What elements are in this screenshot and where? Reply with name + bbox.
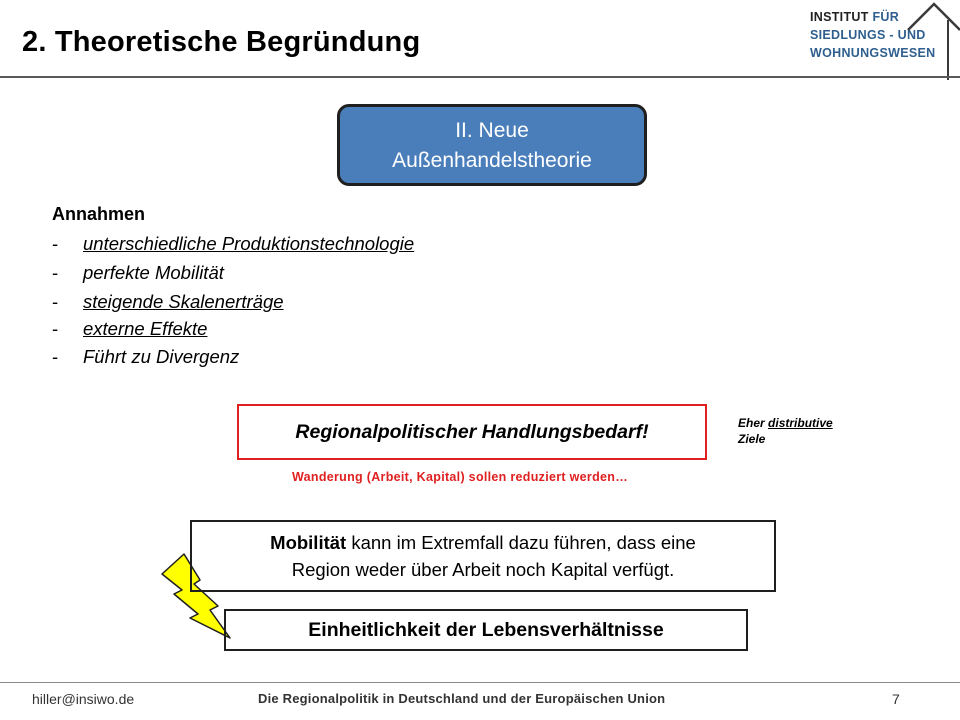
assumption-item [52,318,207,340]
assumptions-heading: Annahmen [52,204,146,224]
title-divider [0,76,960,78]
slide-title: 2. Theoretische Begründung [22,26,421,58]
house-logo-icon [904,0,960,80]
migration-note: Wanderung (Arbeit, Kapital) sollen reduziert werden… [292,470,629,484]
assumption-dash: - [52,318,59,339]
logo-line3: WOHNUNGSWESEN [810,46,936,60]
note-prefix: Eher [738,416,765,430]
note-suffix: Ziele [738,432,766,446]
logo-line1: INSTITUT [810,10,869,24]
mobility-box [190,520,776,592]
theory-line2: Außenhandelstheorie [392,149,592,172]
assumption-dash: - [52,262,59,283]
note-underlined: distributive [768,416,833,430]
footer-email: hiller@insiwo.de [32,691,135,707]
logo-line2: SIEDLUNGS - UND [810,28,926,42]
assumption-text: externe Effekte [83,318,208,339]
assumption-dash: - [52,291,59,312]
mobility-line1: kann im Extremfall dazu führen, dass eine [346,532,696,553]
page-number: 7 [892,691,900,707]
mobility-bold: Mobilität [270,532,347,553]
theory-box [337,104,647,186]
assumption-dash: - [52,233,59,254]
action-need-box: Regionalpolitischer Handlungsbedarf! [237,404,707,460]
footer-divider [0,682,960,683]
assumption-item [52,291,284,313]
assumption-text: perfekte Mobilität [83,262,224,283]
assumption-item [52,233,414,255]
mobility-line2: Region weder über Arbeit noch Kapital verfügt. [291,559,675,580]
assumption-text: unterschiedliche Produktionstechnologie [83,233,415,254]
assumption-item [52,346,239,368]
assumption-item [52,262,224,284]
distributive-goals-note [738,415,833,447]
footer-title: Die Regionalpolitik in Deutschland und der Europäischen Union [258,691,666,706]
theory-line1: II. Neue [455,119,529,142]
assumption-text: Führt zu Divergenz [83,346,240,367]
logo-line1b: FÜR [872,10,900,24]
assumption-text: steigende Skalenerträge [83,291,284,312]
living-conditions-box: Einheitlichkeit der Lebensverhältnisse [224,609,748,651]
assumption-dash: - [52,346,59,367]
